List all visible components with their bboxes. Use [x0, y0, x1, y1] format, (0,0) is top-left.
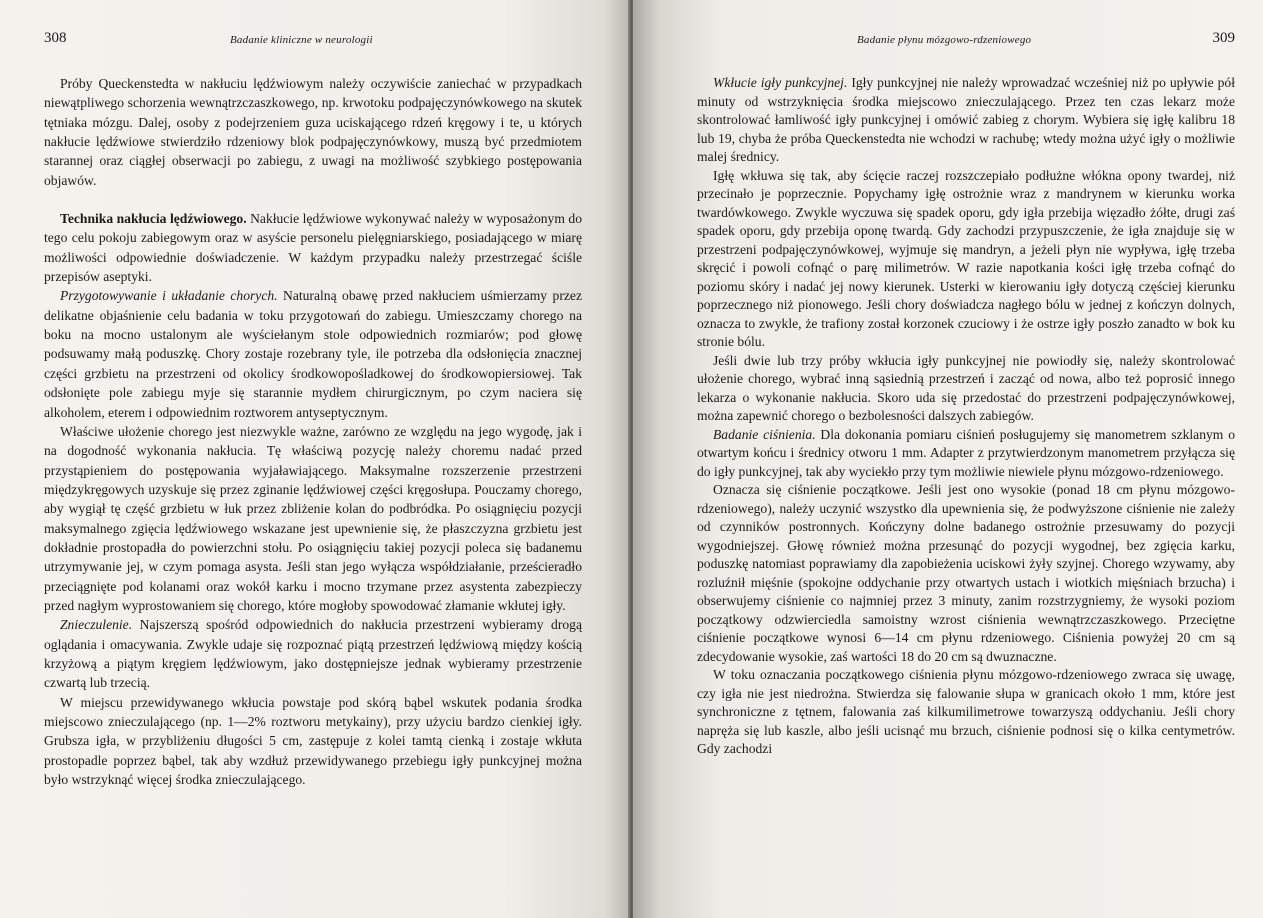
paragraph: W miejscu przewidywanego wkłucia powstaje pod skórą bąbel wskutek podania środka miejscowo znieczulającego (np. 1—2% roztworu metykainy), przy użyciu bardzo cienkiej igły. Grubsza igła, w przybliżeniu długości 5 cm, zastępuje z kolei tamtą cienką i zostaje wkłuta prostopadle poprzez bąbel, tak aby wzdłuż przewidywanego przebiegu igły punkcyjnej można było wstrzyknąć więcej środka znieczulającego.: [44, 694, 582, 788]
left-page-header: [44, 30, 582, 52]
paragraph: Jeśli dwie lub trzy próby wkłucia igły punkcyjnej nie powiodły się, należy skontrolować ułożenie chorego, wybrać inną sąsiednią przestrzeń i zacząć od nowa, albo też poprosić innego lekarza o wykonanie nakłucia. Skoro uda się przedostać do przestrzeni podpajęczynówkowej, można zapewnić chorego o bezbolesności dalszych zabiegów.: [697, 352, 1235, 423]
paragraph: Próby Queckenstedta w nakłuciu lędźwiowym należy oczywiście zaniechać w przypadkach niewątpliwego schorzenia wewnątrzczaszkowego, np. krwotoku podpajęczynówkowego na skutek tętniaka mózgu. Dalej, osoby z podejrzeniem guza uciskającego rdzeń kręgowy i te, u których nakłucie lędźwiowe stwierdziło rdzeniowy blok podpajęczynówkowy, muszą być przedmiotem starannej oraz ciągłej obserwacji po zabiegu, z uwagi na możliwość szybkiego postępowania objawów.: [44, 76, 582, 188]
left-page: [0, 0, 630, 918]
subsection-heading: Przygotowywanie i układanie chorych.: [60, 288, 278, 304]
paragraph: Znieczulenie. Najszerszą spośród odpowiednich do nakłucia przestrzeni wybieramy drogą oglądania i omacywania. Zwykle udaje się rozpoznać piątą przestrzeń lędźwiową między kością krzyżową a piątym kręgiem lędźwiowym, jako dostępniejsze jednak wybieramy przestrzenie czwartą lub trzecią.: [44, 617, 582, 691]
paragraph: Wkłucie igły punkcyjnej. Igły punkcyjnej nie należy wprowadzać wcześniej niż po upływie pół minuty od wstrzyknięcia środka miejscowo znieczulającego. Przez ten czas lekarz może skontrolować łamliwość igły punkcyjnej i omówić zabieg z chorym. Wybiera się igłę kalibru 18 lub 19, chyba że próba Queckenstedta nie wchodzi w rachubę; wtedy można użyć igły o możliwie malej średnicy.: [697, 75, 1235, 164]
paragraph: Właściwe ułożenie chorego jest niezwykle ważne, zarówno ze względu na jego wygodę, jak i na dogodność wykonania nakłucia. Tę właściwą pozycję należy choremu nadać przed przystąpieniem do postępowania wyjaławiającego. Maksymalne rozszerzenie przestrzeni międzykręgowych uzyskuje się przez zginanie lędźwiowej części kręgosłupa. Pouczamy chorego, aby wygiął tę część grzbietu w łuk przez zbliżenie kolan do podbródka. Po osiągnięciu pozycji maksymalnego zgięcia lędźwiowego wskazane jest upewnienie się, że płaszczyzna grzbietu jest dokładnie prostopadła do powierzchni stołu. Po osiągnięciu takiej pozycji poleca się badanemu utrzymywanie jej, w czym pomaga asysta. Jeśli stan jego wyłącza współdziałanie, prześcieradło przeciągnięte pod kolanami oraz wokół karku i mocno trzymane przez asystenta zabezpieczy przed nagłym wyprostowaniem się chorego, które mogłoby spowodować złamanie wkłutej igły.: [44, 423, 582, 613]
paragraph: Przygotowywanie i układanie chorych. Naturalną obawę przed nakłuciem uśmierzamy przez delikatne objaśnienie celu badania w toku przygotowań do zabiegu. Umieszczamy chorego na boku na mocno ustalonym ale wyściełanym stole odpowiednich rozmiarów; pod głowę podsuwamy małą poduszkę. Chory zostaje rozebrany tyle, ile potrzeba dla odsłonięcia znacznej części grzbietu na przestrzeni od okolicy środkowopośladkowej do środkowopiersiowej. Tak odsłonięte pole zabiegu myje się starannie mydłem chirurgicznym, po czym naciera się alkoholem, eterem i odpowiednim roztworem antyseptycznym.: [44, 288, 582, 420]
page-number: 309: [1212, 30, 1235, 46]
running-head: Badanie płynu mózgowo-rdzeniowego: [857, 34, 1032, 46]
section-heading: Technika nakłucia lędźwiowego.: [60, 211, 247, 227]
paragraph: Igłę wkłuwa się tak, aby ścięcie raczej rozszczepiało podłużne włókna opony twardej, niż przecinało je poprzecznie. Popychamy igłę ostrożnie wraz z mandrynem w kierunku worka twardówkowego. Zwykle wyczuwa się spadek oporu, gdy igła przebija więzadło żółte, drugi zaś spadek oporu, gdy przebija oponę twardą. Gdy zachodzi przypuszczenie, że igła znajduje się w przestrzeni podpajęczynówkowej, wyjmuje się mandryn, a jeżeli płyn nie wypływa, igłę trzeba skręcić i powoli cofnąć o parę milimetrów. W razie napotkania kości igłę trzeba cofnąć do poziomu skóry i nadać jej nowy kierunek. Usterki w kierowaniu igły dotyczą częściej kierunku poprzecznego niż pionowego. Jeśli chory doświadcza nagłego bólu w jednej z kończyn dolnych, oznacza to zwykle, że trafiony został korzonek czuciowy i że ostrze igły poszło zanadto w bok ku stronie bólu.: [697, 167, 1235, 349]
running-head: Badanie kliniczne w neurologii: [230, 34, 373, 46]
subsection-heading: Badanie ciśnienia.: [713, 426, 816, 442]
section-paragraph: Technika nakłucia lędźwiowego. Nakłucie lędźwiowe wykonywać należy w wyposażonym do tego celu pokoju zabiegowym oraz w asyście personelu pielęgniarskiego, posiadającego w miarę możliwości odpowiednie doświadczenie. W każdym przypadku należy przestrzegać ściśle przepisów aseptyki.: [44, 211, 583, 285]
subsection-heading: Znieczulenie.: [60, 617, 133, 633]
right-page: [633, 0, 1263, 918]
subsection-heading: Wkłucie igły punkcyjnej.: [713, 75, 848, 90]
left-body-text: [44, 74, 582, 789]
right-page-header: [697, 30, 1235, 52]
paragraph: Oznacza się ciśnienie początkowe. Jeśli jest ono wysokie (ponad 18 cm płynu mózgowo-rdzeniowego), należy uczynić wszystko dla upewnienia się, że podwyższone ciśnienie nie zależy od czynników postronnych. Kończyny dolne badanego ostrożnie przesuwamy do pozycji wygodniejszej. Głowę również można przesunąć do pozycji wygodnej, bez zgięcia karku, poduszkę natomiast poprawiamy dla zapobieżenia uciskowi żyły szyjnej. Chorego wzywamy, aby rozluźnił mięśnie (spokojne oddychanie przy otwartych ustach i wiotkich mięśniach brzucha) i obserwujemy ciśnienie co najmniej przez 3 minuty, zanim rozstrzygniemy, że wysoki poziom początkowy odzwierciedla samoistny wzrost ciśnienia wewnątrzczaszkowego. Przeciętne ciśnienie początkowe wynosi 6—14 cm płynu rdzeniowego. Ciśnienia powyżej 20 cm są zdecydowanie wysokie, zaś wartości 18 do 20 cm są dwuznaczne.: [697, 482, 1235, 664]
right-body-text: [697, 74, 1235, 759]
paragraph: W toku oznaczania początkowego ciśnienia płynu mózgowo-rdzeniowego zwraca się uwagę, czy igła nie jest niedrożna. Stwierdza się falowanie słupa w granicach około 1 mm, które jest synchroniczne z tętnem, falowania zaś kilkumilimetrowe towarzyszą oddychaniu. Jeśli chory napręża się lub kaszle, albo jeśli ucisnąć mu brzuch, ciśnienie podnosi się o kilka centymetrów. Gdy zachodzi: [697, 667, 1235, 756]
page-number: 308: [44, 30, 67, 46]
paragraph: Badanie ciśnienia. Dla dokonania pomiaru ciśnień posługujemy się manometrem szklanym o otwartym końcu i średnicy otworu 1 mm. Adapter z przytwierdzonym manometrem przyłącza się do igły punkcyjnej, tak aby wyciekło przy tym możliwie niewiele płynu mózgowo-rdzeniowego.: [697, 426, 1235, 479]
